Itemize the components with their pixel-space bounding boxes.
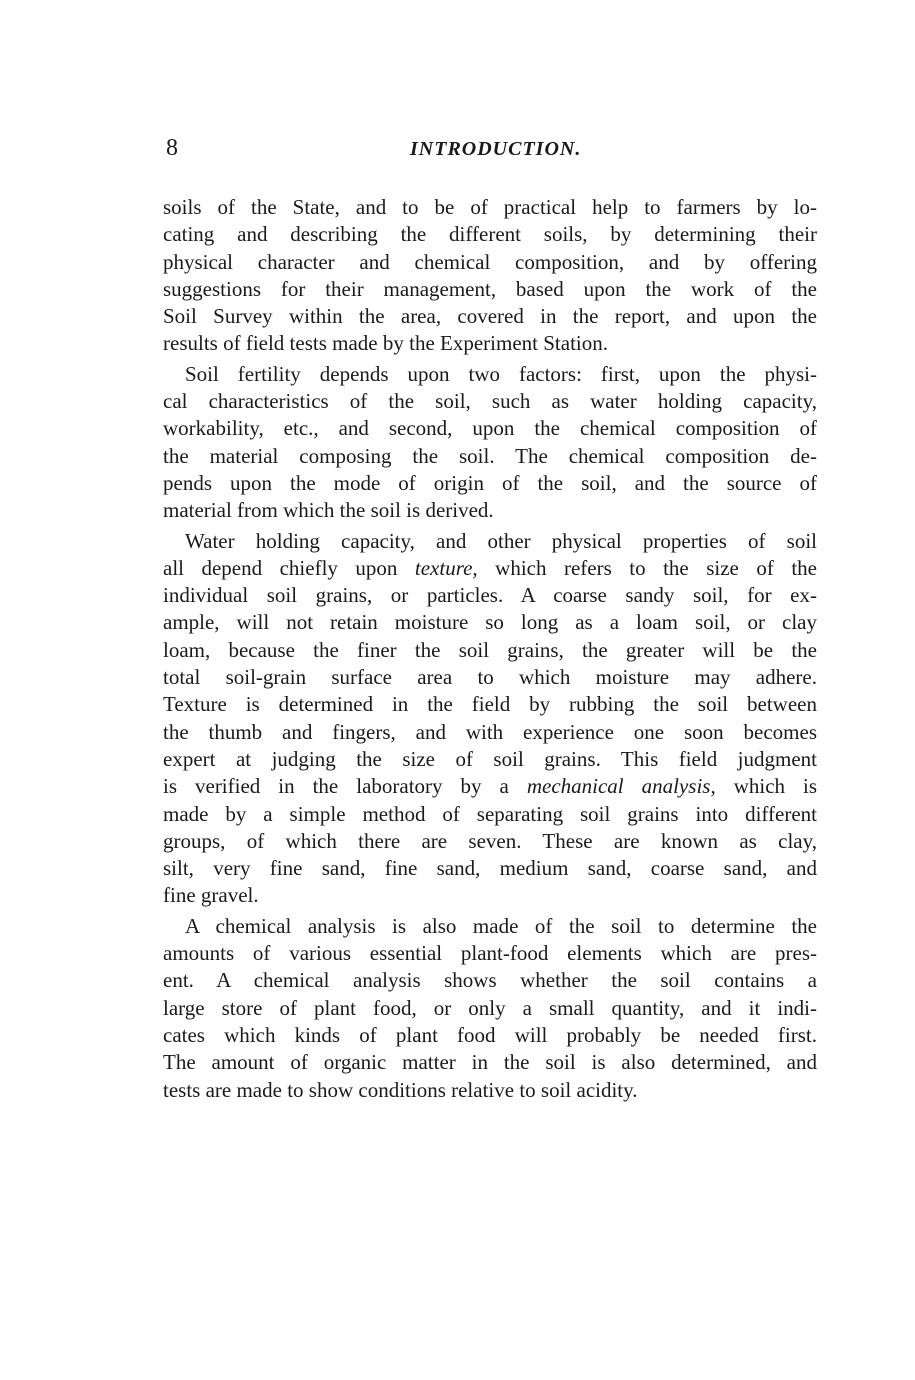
- text-line: pends upon the mode of origin of the soil, and the source of: [163, 470, 817, 495]
- text-line: physical character and chemical composition, and by offering: [163, 249, 817, 274]
- text-run: which is: [715, 774, 818, 799]
- italic-term-mechanical-analysis: mechanical analysis,: [526, 774, 716, 799]
- text-line: silt, very fine sand, fine sand, medium sand, coarse sand, and: [163, 856, 817, 881]
- paragraph-2: [163, 361, 817, 525]
- text-line: amounts of various essential plant-food elements which are pres-: [163, 941, 817, 966]
- body-text: [163, 194, 817, 1104]
- text-line: workability, etc., and second, upon the chemical composition of: [163, 416, 817, 441]
- text-line: Soil fertility depends upon two factors: first, upon the physi-: [185, 361, 817, 386]
- italic-term-texture: texture,: [414, 555, 478, 580]
- text-run: which refers to the size of the: [477, 555, 817, 580]
- text-line: made by a simple method of separating soil grains into different: [163, 801, 817, 826]
- text-line: material from which the soil is derived.: [163, 498, 494, 523]
- text-line: results of field tests made by the Experiment Station.: [163, 331, 608, 356]
- text-line: fine gravel.: [163, 883, 259, 908]
- text-line: [163, 555, 817, 582]
- text-line: [163, 773, 817, 800]
- text-line: cating and describing the different soils, by determining their: [163, 222, 817, 247]
- text-line: soils of the State, and to be of practical help to farmers by lo-: [163, 195, 817, 219]
- text-line: cates which kinds of plant food will probably be needed first.: [163, 1022, 817, 1047]
- text-run: all depend chiefly upon: [163, 555, 415, 580]
- text-line: A chemical analysis is also made of the soil to determine the: [185, 913, 817, 938]
- text-line: large store of plant food, or only a small quantity, and it indi-: [163, 995, 817, 1020]
- paragraph-4: [163, 913, 817, 1104]
- text-line: tests are made to show conditions relative to soil acidity.: [163, 1077, 638, 1102]
- text-line: the material composing the soil. The chemical composition de-: [163, 443, 817, 468]
- running-title: INTRODUCTION.: [410, 138, 582, 160]
- text-line: ample, will not retain moisture so long as a loam soil, or clay: [163, 610, 817, 635]
- paragraph-1: [163, 194, 817, 358]
- text-line: Texture is determined in the field by rubbing the soil between: [163, 692, 817, 717]
- text-line: Water holding capacity, and other physical properties of soil: [185, 528, 817, 553]
- page-number: 8: [166, 135, 178, 161]
- text-line: suggestions for their management, based upon the work of the: [163, 276, 817, 301]
- paragraph-3: [163, 528, 817, 910]
- text-line: the thumb and fingers, and with experience one soon becomes: [163, 719, 817, 744]
- text-line: groups, of which there are seven. These are known as clay,: [163, 828, 817, 853]
- text-line: The amount of organic matter in the soil is also determined, and: [163, 1050, 817, 1075]
- text-line: loam, because the finer the soil grains, the greater will be the: [163, 637, 817, 662]
- text-line: total soil-grain surface area to which moisture may adhere.: [163, 665, 817, 690]
- text-line: ent. A chemical analysis shows whether the soil contains a: [163, 968, 817, 993]
- text-run: is verified in the laboratory by a: [163, 774, 527, 799]
- text-line: expert at judging the size of soil grains. This field judgment: [163, 746, 817, 771]
- text-line: cal characteristics of the soil, such as water holding capacity,: [163, 389, 817, 414]
- text-line: individual soil grains, or particles. A coarse sandy soil, for ex-: [163, 583, 817, 608]
- text-line: Soil Survey within the area, covered in the report, and upon the: [163, 304, 817, 329]
